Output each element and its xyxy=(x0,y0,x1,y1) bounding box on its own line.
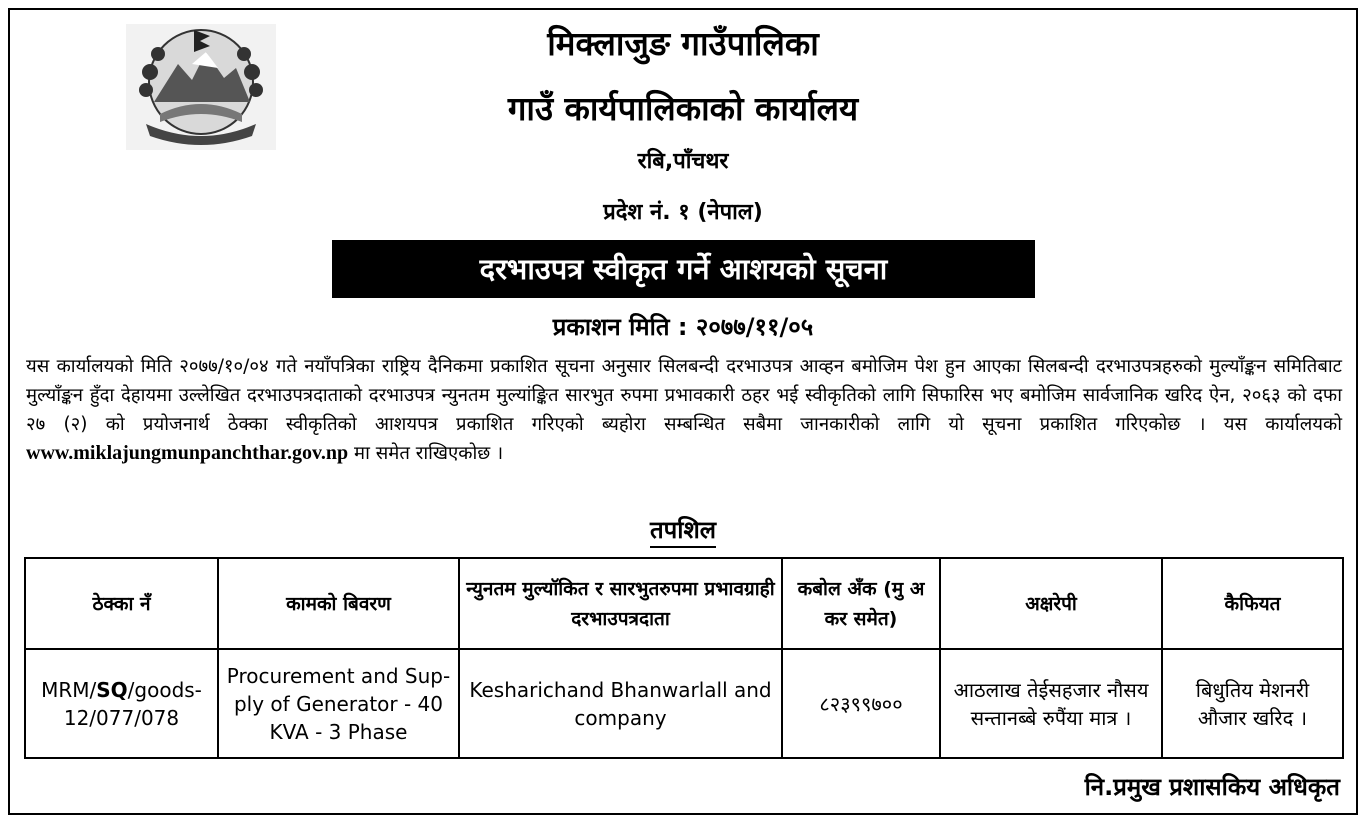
header-amount: कबोल अँक (मु अ कर समेत) xyxy=(782,558,940,649)
notice-body-text: यस कार्यालयको मिति २०७७/१०/०४ गते नयाँपत्रिका राष्ट्रिय दैनिकमा प्रकाशित सूचना अनुसार सिलबन्दी दरभाउपत्र आव्हन बमोजिम पेश हुन आएका सिलबन्दी दरभाउपत्रहरुको मुल्याँङ्कन समितिबाट मुल्याँङ्कन हुँदा देहायमा उल्लेखित दरभाउपत्रदाताको दरभाउपत्र न्युनतम मुल्यांङ्कित सारभुत रुपमा प्रभावकारी ठहर भई स्वीकृतिको लागि सिफारिस भए बमोजिम सार्वजानिक खरिद ऐन, २०६३ को दफा २७ (२) को प्रयोजनार्थ ठेक्का स्वीकृतिको आशयपत्र प्रकाशित गरिएको ब्यहोरा सम्बन्धित सबैमा जानकारीको लागि यो सूचना प्रकाशित गरिएकोछ । यस कार्यालयको xyxy=(26,356,1342,435)
contract-no-type: SQ xyxy=(96,677,128,702)
header-amount-in-words: अक्षरेपी xyxy=(940,558,1162,649)
header-contract-no: ठेक्का नँ xyxy=(25,558,218,649)
header-remarks: कैफियत xyxy=(1162,558,1343,649)
cell-work-description: Procurement and Sup-ply of Generator - 40 KVA - 3 Phase xyxy=(218,649,459,758)
details-heading-text: तपशिल xyxy=(650,516,716,548)
cell-remarks: बिधुतिय मेशनरी औजार खरिद । xyxy=(1162,649,1343,758)
notice-body xyxy=(26,352,1342,468)
signatory-title: नि.प्रमुख प्रशासकिय अधिकृत xyxy=(1084,773,1340,801)
cell-amount: ८२३९९७०० xyxy=(782,649,940,758)
cell-bidder: Kesharichand Bhanwarlall and company xyxy=(459,649,782,758)
office-location: रबि,पाँचथर xyxy=(637,149,729,174)
publish-date: प्रकाशन मिति : २०७७/११/०५ xyxy=(552,313,814,341)
contract-table xyxy=(24,557,1344,759)
municipality-name: मिक्लाजुङ गाउँपालिका xyxy=(547,24,819,63)
cell-contract-no xyxy=(25,649,218,758)
table-row xyxy=(25,649,1343,758)
header-bidder: न्युनतम मुल्यॉकित र सारभुतरुपमा प्रभावग्राही दरभाउपत्रदाता xyxy=(459,558,782,649)
contract-no-suffix: /goods-12/077/078 xyxy=(63,677,202,730)
contract-no-prefix: MRM/ xyxy=(41,677,97,702)
notice-body-end: मा समेत राखिएकोछ । xyxy=(348,443,504,464)
province-name: प्रदेश नं. १ (नेपाल) xyxy=(603,200,763,225)
office-name: गाउँ कार्यपालिकाको कार्यालय xyxy=(507,89,859,128)
notice-title: दरभाउपत्र स्वीकृत गर्ने आशयको सूचना xyxy=(332,240,1035,298)
cell-amount-in-words: आठलाख तेईसहजार नौसय सन्तानब्बे रुपैंया मात्र । xyxy=(940,649,1162,758)
details-heading xyxy=(0,513,1366,546)
table-header-row xyxy=(25,558,1343,649)
header-work-description: कामको बिवरण xyxy=(218,558,459,649)
website-link[interactable]: www.miklajungmunpanchthar.gov.np xyxy=(26,442,349,464)
